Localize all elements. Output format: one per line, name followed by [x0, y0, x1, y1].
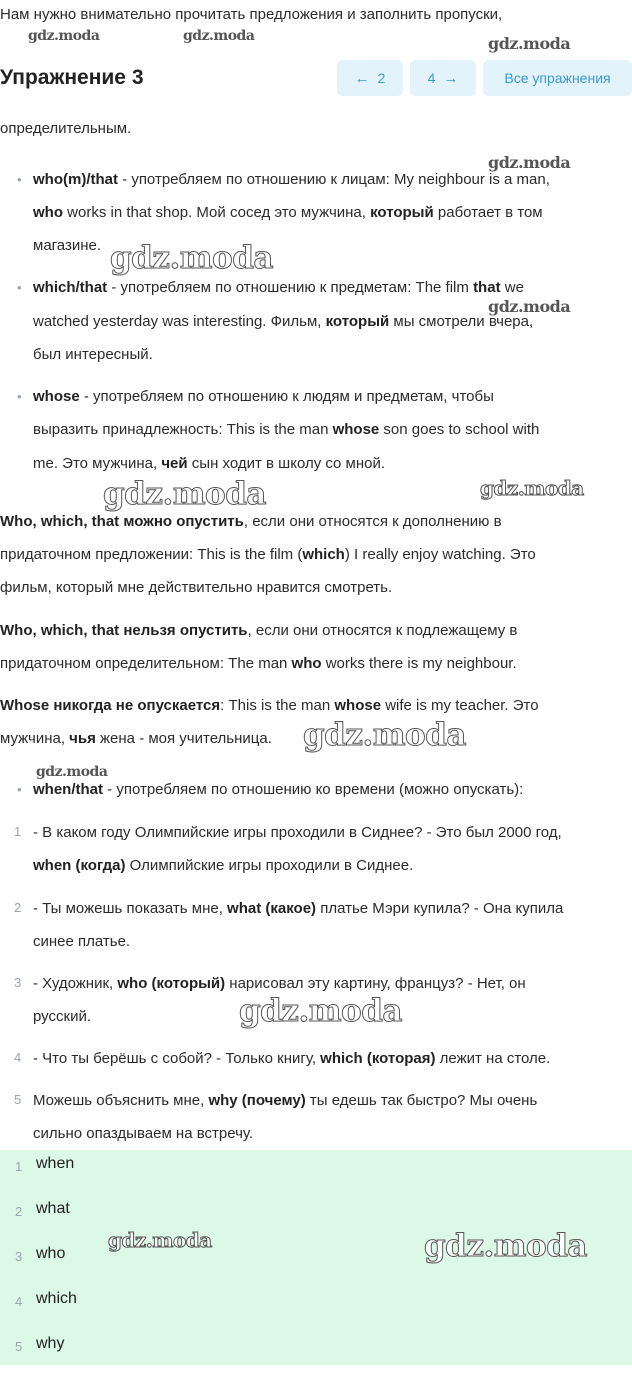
- watermark: gdz.moda: [488, 34, 571, 53]
- text-run: - употребляем по отношению к людям и предметам, чтобы: [79, 388, 494, 405]
- text-run: выразить принадлежность: This is the man: [33, 421, 333, 438]
- watermark: gdz.moda: [488, 297, 571, 316]
- text-run: придаточном определительном: The man: [0, 655, 292, 672]
- bullet-line: [33, 380, 494, 413]
- bold-term: when (когда): [33, 857, 126, 874]
- watermark: gdz.moda: [183, 28, 255, 44]
- list-number: 1: [14, 824, 22, 839]
- all-exercises-button[interactable]: [483, 60, 632, 96]
- prev-exercise-label: 2: [377, 70, 386, 86]
- text-run: - Художник,: [33, 975, 118, 992]
- text-run: лежит на столе.: [435, 1050, 551, 1067]
- text-run: придаточном предложении: This is the film (: [0, 546, 303, 563]
- answer-text: which: [36, 1290, 77, 1307]
- bullet-line: был интересный.: [33, 346, 153, 363]
- bullet-line: [33, 163, 550, 196]
- paragraph-line: определительным.: [0, 120, 132, 137]
- bullet-line: магазине.: [33, 237, 102, 254]
- bold-term: чья: [69, 730, 96, 747]
- text-run: son goes to school with: [379, 421, 540, 438]
- text-run: нарисовал эту картину, француз? - Нет, он: [225, 975, 526, 992]
- watermark: gdz.moda: [239, 993, 402, 1029]
- numbered-line: русский.: [33, 1008, 91, 1025]
- text-run: - употребляем по отношению ко времени (можно опускать):: [103, 781, 524, 798]
- watermark: gdz.moda: [36, 764, 108, 780]
- page-title: Упражнение 3: [0, 66, 144, 89]
- bold-term: why (почему): [208, 1092, 306, 1109]
- answer-row: [0, 1153, 632, 1183]
- bold-term: what (какое): [227, 900, 317, 917]
- text-run: мы смотрели вчера,: [389, 313, 534, 330]
- answer-text: when: [36, 1155, 75, 1172]
- answer-number: 3: [15, 1249, 23, 1264]
- bold-term: whose: [332, 421, 380, 438]
- watermark: gdz.moda: [303, 717, 466, 753]
- arrow-left-icon: ←: [354, 69, 370, 87]
- next-exercise-button[interactable]: [410, 60, 476, 96]
- paragraph-line: [0, 538, 536, 571]
- text-run: : This is the man: [220, 697, 335, 714]
- all-exercises-label: Все упражнения: [504, 70, 611, 86]
- exercise-header: [0, 60, 632, 98]
- numbered-line: сильно опаздываем на встречу.: [33, 1125, 254, 1142]
- bold-term: when/that: [33, 781, 103, 798]
- list-number: 3: [14, 975, 22, 990]
- paragraph-line: [0, 614, 517, 647]
- bullet-dot-icon: •: [17, 782, 22, 797]
- numbered-line: [33, 1084, 537, 1117]
- text-run: , если они относятся к подлежащему в: [247, 622, 518, 639]
- answer-number: 1: [15, 1159, 23, 1174]
- paragraph-line: [0, 722, 272, 755]
- watermark: gdz.moda: [110, 240, 273, 276]
- bold-term: who: [33, 204, 63, 221]
- text-run: we: [500, 279, 524, 296]
- answer-text: why: [36, 1335, 65, 1352]
- text-run: Можешь объяснить мне,: [33, 1092, 209, 1109]
- numbered-line: - В каком году Олимпийские игры проходили в Сиднее? - Это был 2000 год,: [33, 824, 562, 841]
- bold-term: whose: [33, 388, 80, 405]
- numbered-line: синее платье.: [33, 933, 131, 950]
- bold-term: which (которая): [320, 1050, 436, 1067]
- text-run: - Ты можешь показать мне,: [33, 900, 228, 917]
- paragraph-line: [0, 647, 517, 680]
- text-run: ты едешь так быстро? Мы очень: [305, 1092, 538, 1109]
- text-run: - употребляем по отношению к лицам: My neighbour is a man,: [117, 171, 550, 188]
- list-number: 5: [14, 1092, 22, 1107]
- watermark: gdz.moda: [108, 1228, 212, 1252]
- text-run: wife is my teacher. Это: [381, 697, 539, 714]
- watermark: gdz.moda: [28, 28, 100, 44]
- numbered-line: [33, 892, 563, 925]
- text-run: me. Это мужчина,: [33, 455, 162, 472]
- text-run: - употребляем по отношению к предметам: The film: [107, 279, 474, 296]
- text-run: платье Мэри купила? - Она купила: [316, 900, 564, 917]
- paragraph-line: фильм, который мне действительно нравится смотреть.: [0, 579, 393, 596]
- bold-term: whose: [334, 697, 382, 714]
- text-run: мужчина,: [0, 730, 70, 747]
- bold-term: который: [325, 313, 390, 330]
- bullet-line: [33, 305, 533, 338]
- answer-number: 5: [15, 1339, 23, 1354]
- text-run: ) I really enjoy watching. Это: [344, 546, 536, 563]
- numbered-line: [33, 849, 413, 882]
- text-run: работает в том: [433, 204, 543, 221]
- arrow-right-icon: →: [443, 69, 459, 87]
- bold-term: Who, which, that можно опустить: [0, 513, 244, 530]
- numbered-line: [33, 1042, 550, 1075]
- text-run: - Что ты берёшь с собой? - Только книгу,: [33, 1050, 321, 1067]
- prev-exercise-button[interactable]: [337, 60, 403, 96]
- list-number: 4: [14, 1050, 22, 1065]
- watermark: gdz.moda: [480, 476, 584, 500]
- answer-text: what: [36, 1200, 70, 1217]
- answer-number: 4: [15, 1294, 23, 1309]
- text-run: works there is my neighbour.: [321, 655, 517, 672]
- text-run: сын ходит в школу со мной.: [187, 455, 386, 472]
- watermark: gdz.moda: [103, 476, 266, 512]
- answer-row: [0, 1198, 632, 1228]
- answer-number: 2: [15, 1204, 23, 1219]
- text-run: жена - моя учительница.: [95, 730, 272, 747]
- bold-term: который: [370, 204, 434, 221]
- bold-term: who: [291, 655, 322, 672]
- bold-term: Whose никогда не опускается: [0, 697, 221, 714]
- bold-term: who (который): [117, 975, 226, 992]
- bold-term: who(m)/that: [33, 171, 118, 188]
- text-run: , если они относятся к дополнению в: [243, 513, 502, 530]
- text-run: watched yesterday was interesting. Фильм,: [33, 313, 326, 330]
- watermark: gdz.moda: [488, 153, 571, 172]
- bold-term: Who, which, that нельзя опустить: [0, 622, 248, 639]
- text-run: Олимпийские игры проходили в Сиднее.: [125, 857, 414, 874]
- bold-term: which: [302, 546, 345, 563]
- bullet-line: [33, 413, 539, 446]
- bold-term: that: [473, 279, 501, 296]
- bullet-dot-icon: •: [17, 280, 22, 295]
- text-run: works in that shop. Мой сосед это мужчина,: [63, 204, 371, 221]
- list-number: 2: [14, 900, 22, 915]
- bold-term: чей: [161, 455, 188, 472]
- watermark: gdz.moda: [424, 1228, 587, 1264]
- next-exercise-label: 4: [427, 70, 436, 86]
- bullet-line: [33, 196, 543, 229]
- bullet-dot-icon: •: [17, 389, 22, 404]
- intro-text: Нам нужно внимательно прочитать предложения и заполнить пропуски,: [0, 6, 503, 23]
- answer-row: [0, 1288, 632, 1318]
- bold-term: which/that: [33, 279, 108, 296]
- bullet-dot-icon: •: [17, 172, 22, 187]
- answer-text: who: [36, 1245, 66, 1262]
- bullet-line: [33, 271, 524, 304]
- answer-row: [0, 1333, 632, 1363]
